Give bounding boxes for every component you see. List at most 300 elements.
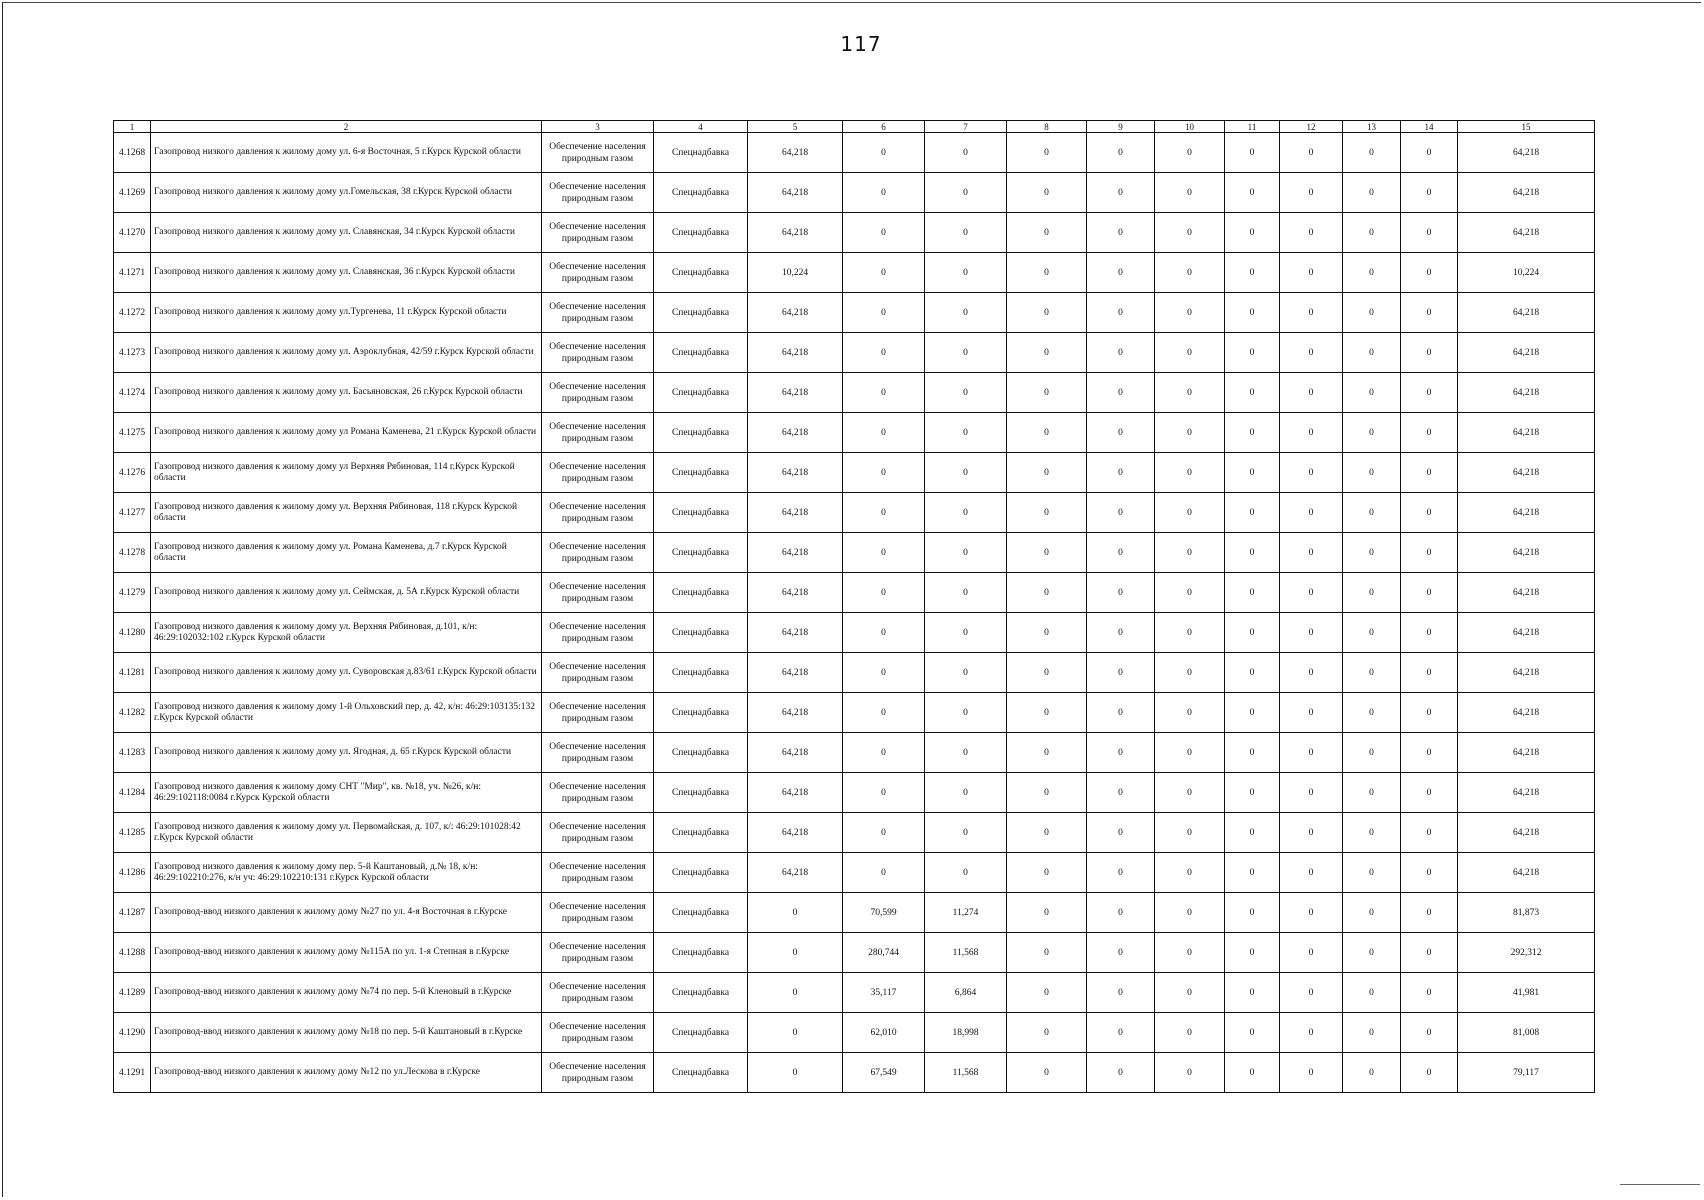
value-cell: 0 bbox=[1343, 893, 1401, 933]
total-cell: 64,218 bbox=[1458, 413, 1595, 453]
object-name-cell: Газопровод низкого давления к жилому дому ул. Ягодная, д. 65 г.Курск Курской области bbox=[151, 733, 542, 773]
value-cell: 0 bbox=[1401, 573, 1458, 613]
total-cell: 64,218 bbox=[1458, 453, 1595, 493]
row-id-cell: 4.1280 bbox=[114, 613, 151, 653]
value-cell: 0 bbox=[1343, 733, 1401, 773]
value-cell: 0 bbox=[1087, 1053, 1155, 1093]
value-cell: 0 bbox=[1225, 133, 1280, 173]
object-name-cell: Газопровод-ввод низкого давления к жилому дому №12 по ул.Лескова в г.Курске bbox=[151, 1053, 542, 1093]
value-cell: 0 bbox=[1225, 933, 1280, 973]
value-cell: 0 bbox=[1280, 653, 1343, 693]
value-cell: 0 bbox=[1155, 253, 1225, 293]
total-cell: 64,218 bbox=[1458, 853, 1595, 893]
object-name-cell: Газопровод низкого давления к жилому дому ул Верхняя Рябиновая, 114 г.Курск Курской области bbox=[151, 453, 542, 493]
purpose-cell: Обеспечение населения природным газом bbox=[542, 1013, 654, 1053]
funding-source-cell: Спецнадбавка bbox=[654, 173, 748, 213]
value-cell: 0 bbox=[1155, 813, 1225, 853]
value-cell: 0 bbox=[1280, 213, 1343, 253]
value-cell: 0 bbox=[1155, 613, 1225, 653]
value-cell: 0 bbox=[843, 453, 925, 493]
value-cell: 0 bbox=[843, 133, 925, 173]
total-cell: 64,218 bbox=[1458, 813, 1595, 853]
purpose-cell: Обеспечение населения природным газом bbox=[542, 533, 654, 573]
value-cell: 0 bbox=[1087, 373, 1155, 413]
total-cell: 292,312 bbox=[1458, 933, 1595, 973]
value-cell: 0 bbox=[1087, 693, 1155, 733]
page-number: 117 bbox=[840, 32, 882, 56]
value-cell: 0 bbox=[1280, 933, 1343, 973]
object-name-cell: Газопровод низкого давления к жилому дому ул. Славянская, 36 г.Курск Курской области bbox=[151, 253, 542, 293]
value-cell: 0 bbox=[1343, 453, 1401, 493]
purpose-cell: Обеспечение населения природным газом bbox=[542, 813, 654, 853]
funding-source-cell: Спецнадбавка bbox=[654, 693, 748, 733]
table-row bbox=[114, 1013, 1595, 1053]
purpose-cell: Обеспечение населения природным газом bbox=[542, 973, 654, 1013]
value-cell: 0 bbox=[1225, 573, 1280, 613]
row-id-cell: 4.1273 bbox=[114, 333, 151, 373]
value-cell: 0 bbox=[1225, 293, 1280, 333]
value-cell: 0 bbox=[1280, 1053, 1343, 1093]
row-id-cell: 4.1269 bbox=[114, 173, 151, 213]
row-id-cell: 4.1284 bbox=[114, 773, 151, 813]
total-cell: 64,218 bbox=[1458, 693, 1595, 733]
value-cell: 0 bbox=[1007, 493, 1087, 533]
value-cell: 0 bbox=[1280, 613, 1343, 653]
value-cell: 0 bbox=[925, 333, 1007, 373]
funding-source-cell: Спецнадбавка bbox=[654, 933, 748, 973]
table-row bbox=[114, 893, 1595, 933]
value-cell: 0 bbox=[1343, 213, 1401, 253]
total-cell: 81,873 bbox=[1458, 893, 1595, 933]
value-cell: 0 bbox=[1401, 493, 1458, 533]
table-row bbox=[114, 1053, 1595, 1093]
value-cell: 64,218 bbox=[748, 173, 843, 213]
funding-source-cell: Спецнадбавка bbox=[654, 613, 748, 653]
value-cell: 0 bbox=[1007, 693, 1087, 733]
value-cell: 0 bbox=[925, 373, 1007, 413]
column-header: 12 bbox=[1280, 121, 1343, 133]
funding-source-cell: Спецнадбавка bbox=[654, 813, 748, 853]
value-cell: 0 bbox=[843, 253, 925, 293]
table-row bbox=[114, 373, 1595, 413]
object-name-cell: Газопровод низкого давления к жилому дому ул. Верхняя Рябиновая, 118 г.Курск Курской области bbox=[151, 493, 542, 533]
funding-source-cell: Спецнадбавка bbox=[654, 453, 748, 493]
value-cell: 0 bbox=[1343, 413, 1401, 453]
value-cell: 0 bbox=[925, 813, 1007, 853]
value-cell: 0 bbox=[843, 533, 925, 573]
value-cell: 0 bbox=[1343, 773, 1401, 813]
value-cell: 0 bbox=[1401, 773, 1458, 813]
value-cell: 0 bbox=[925, 293, 1007, 333]
value-cell: 0 bbox=[1087, 853, 1155, 893]
value-cell: 64,218 bbox=[748, 293, 843, 333]
value-cell: 0 bbox=[843, 373, 925, 413]
value-cell: 0 bbox=[1155, 493, 1225, 533]
purpose-cell: Обеспечение населения природным газом bbox=[542, 733, 654, 773]
object-name-cell: Газопровод-ввод низкого давления к жилому дому №18 по пер. 5-й Каштановый в г.Курске bbox=[151, 1013, 542, 1053]
value-cell: 0 bbox=[1225, 733, 1280, 773]
row-id-cell: 4.1281 bbox=[114, 653, 151, 693]
object-name-cell: Газопровод-ввод низкого давления к жилому дому №27 по ул. 4-я Восточная в г.Курске bbox=[151, 893, 542, 933]
column-header: 9 bbox=[1087, 121, 1155, 133]
value-cell: 0 bbox=[1280, 573, 1343, 613]
table-row bbox=[114, 653, 1595, 693]
value-cell: 0 bbox=[1155, 653, 1225, 693]
value-cell: 0 bbox=[1225, 213, 1280, 253]
value-cell: 0 bbox=[1280, 453, 1343, 493]
value-cell: 0 bbox=[843, 173, 925, 213]
investment-program-table bbox=[113, 120, 1595, 1093]
value-cell: 0 bbox=[925, 853, 1007, 893]
value-cell: 64,218 bbox=[748, 653, 843, 693]
table-row bbox=[114, 213, 1595, 253]
value-cell: 0 bbox=[1007, 253, 1087, 293]
row-id-cell: 4.1277 bbox=[114, 493, 151, 533]
value-cell: 0 bbox=[1225, 493, 1280, 533]
value-cell: 0 bbox=[1155, 173, 1225, 213]
value-cell: 0 bbox=[1401, 133, 1458, 173]
value-cell: 0 bbox=[925, 253, 1007, 293]
table-row bbox=[114, 733, 1595, 773]
purpose-cell: Обеспечение населения природным газом bbox=[542, 893, 654, 933]
value-cell: 11,274 bbox=[925, 893, 1007, 933]
value-cell: 0 bbox=[1401, 853, 1458, 893]
value-cell: 64,218 bbox=[748, 453, 843, 493]
value-cell: 0 bbox=[843, 853, 925, 893]
row-id-cell: 4.1270 bbox=[114, 213, 151, 253]
value-cell: 0 bbox=[1007, 413, 1087, 453]
total-cell: 64,218 bbox=[1458, 653, 1595, 693]
header-row bbox=[114, 121, 1595, 133]
total-cell: 64,218 bbox=[1458, 573, 1595, 613]
total-cell: 41,981 bbox=[1458, 973, 1595, 1013]
value-cell: 0 bbox=[1401, 973, 1458, 1013]
funding-source-cell: Спецнадбавка bbox=[654, 493, 748, 533]
value-cell: 0 bbox=[1280, 133, 1343, 173]
table-row bbox=[114, 853, 1595, 893]
row-id-cell: 4.1275 bbox=[114, 413, 151, 453]
value-cell: 64,218 bbox=[748, 333, 843, 373]
value-cell: 0 bbox=[1087, 453, 1155, 493]
value-cell: 0 bbox=[1087, 973, 1155, 1013]
column-header: 10 bbox=[1155, 121, 1225, 133]
total-cell: 64,218 bbox=[1458, 733, 1595, 773]
value-cell: 0 bbox=[1280, 373, 1343, 413]
purpose-cell: Обеспечение населения природным газом bbox=[542, 213, 654, 253]
value-cell: 0 bbox=[1225, 1013, 1280, 1053]
value-cell: 0 bbox=[1401, 813, 1458, 853]
value-cell: 64,218 bbox=[748, 733, 843, 773]
value-cell: 0 bbox=[1155, 333, 1225, 373]
value-cell: 0 bbox=[1401, 373, 1458, 413]
value-cell: 0 bbox=[1401, 1053, 1458, 1093]
value-cell: 0 bbox=[1280, 893, 1343, 933]
value-cell: 0 bbox=[1343, 813, 1401, 853]
value-cell: 0 bbox=[843, 613, 925, 653]
table-row bbox=[114, 453, 1595, 493]
value-cell: 64,218 bbox=[748, 693, 843, 733]
value-cell: 0 bbox=[748, 973, 843, 1013]
value-cell: 0 bbox=[1225, 253, 1280, 293]
column-header: 3 bbox=[542, 121, 654, 133]
value-cell: 0 bbox=[1225, 773, 1280, 813]
value-cell: 0 bbox=[1155, 133, 1225, 173]
value-cell: 0 bbox=[1155, 413, 1225, 453]
purpose-cell: Обеспечение населения природным газом bbox=[542, 453, 654, 493]
funding-source-cell: Спецнадбавка bbox=[654, 773, 748, 813]
value-cell: 0 bbox=[1087, 733, 1155, 773]
object-name-cell: Газопровод низкого давления к жилому дому СНТ "Мир", кв. №18, уч. №26, к/н: 46:29:102118:0084 г.Курск Курской области bbox=[151, 773, 542, 813]
purpose-cell: Обеспечение населения природным газом bbox=[542, 853, 654, 893]
value-cell: 0 bbox=[1087, 493, 1155, 533]
scan-mark bbox=[1620, 1184, 1700, 1185]
value-cell: 0 bbox=[1087, 533, 1155, 573]
row-id-cell: 4.1279 bbox=[114, 573, 151, 613]
funding-source-cell: Спецнадбавка bbox=[654, 533, 748, 573]
column-header: 8 bbox=[1007, 121, 1087, 133]
row-id-cell: 4.1268 bbox=[114, 133, 151, 173]
value-cell: 0 bbox=[1087, 893, 1155, 933]
value-cell: 64,218 bbox=[748, 493, 843, 533]
purpose-cell: Обеспечение населения природным газом bbox=[542, 413, 654, 453]
value-cell: 35,117 bbox=[843, 973, 925, 1013]
funding-source-cell: Спецнадбавка bbox=[654, 293, 748, 333]
value-cell: 0 bbox=[1007, 173, 1087, 213]
value-cell: 64,218 bbox=[748, 813, 843, 853]
value-cell: 10,224 bbox=[748, 253, 843, 293]
row-id-cell: 4.1291 bbox=[114, 1053, 151, 1093]
row-id-cell: 4.1283 bbox=[114, 733, 151, 773]
value-cell: 0 bbox=[1087, 173, 1155, 213]
total-cell: 64,218 bbox=[1458, 173, 1595, 213]
table-row bbox=[114, 613, 1595, 653]
value-cell: 70,599 bbox=[843, 893, 925, 933]
value-cell: 11,568 bbox=[925, 1053, 1007, 1093]
purpose-cell: Обеспечение населения природным газом bbox=[542, 493, 654, 533]
value-cell: 0 bbox=[1280, 1013, 1343, 1053]
value-cell: 0 bbox=[748, 1013, 843, 1053]
value-cell: 0 bbox=[1225, 693, 1280, 733]
funding-source-cell: Спецнадбавка bbox=[654, 213, 748, 253]
value-cell: 0 bbox=[1401, 533, 1458, 573]
value-cell: 0 bbox=[1225, 853, 1280, 893]
funding-source-cell: Спецнадбавка bbox=[654, 373, 748, 413]
value-cell: 0 bbox=[925, 133, 1007, 173]
value-cell: 0 bbox=[1343, 493, 1401, 533]
value-cell: 0 bbox=[925, 533, 1007, 573]
purpose-cell: Обеспечение населения природным газом bbox=[542, 293, 654, 333]
object-name-cell: Газопровод низкого давления к жилому дому ул. Верхняя Рябиновая, д.101, к/н: 46:29:102032:102 г.Курск Курской области bbox=[151, 613, 542, 653]
value-cell: 0 bbox=[1225, 533, 1280, 573]
value-cell: 0 bbox=[1007, 893, 1087, 933]
value-cell: 0 bbox=[843, 653, 925, 693]
value-cell: 0 bbox=[1343, 173, 1401, 213]
value-cell: 0 bbox=[1087, 213, 1155, 253]
value-cell: 0 bbox=[1401, 613, 1458, 653]
value-cell: 0 bbox=[843, 573, 925, 613]
value-cell: 0 bbox=[1155, 453, 1225, 493]
total-cell: 64,218 bbox=[1458, 133, 1595, 173]
value-cell: 64,218 bbox=[748, 853, 843, 893]
funding-source-cell: Спецнадбавка bbox=[654, 973, 748, 1013]
value-cell: 0 bbox=[1343, 133, 1401, 173]
column-header: 6 bbox=[843, 121, 925, 133]
object-name-cell: Газопровод низкого давления к жилому дому ул.Тургенева, 11 г.Курск Курской области bbox=[151, 293, 542, 333]
value-cell: 0 bbox=[925, 573, 1007, 613]
value-cell: 0 bbox=[1280, 853, 1343, 893]
value-cell: 64,218 bbox=[748, 613, 843, 653]
table-row bbox=[114, 493, 1595, 533]
purpose-cell: Обеспечение населения природным газом bbox=[542, 933, 654, 973]
column-header: 11 bbox=[1225, 121, 1280, 133]
value-cell: 0 bbox=[843, 733, 925, 773]
object-name-cell: Газопровод низкого давления к жилому дому 1-й Ольховский пер, д. 42, к/н: 46:29:103135:132 г.Курск Курской области bbox=[151, 693, 542, 733]
object-name-cell: Газопровод низкого давления к жилому дому ул. Суворовская д.83/61 г.Курск Курской области bbox=[151, 653, 542, 693]
value-cell: 0 bbox=[1280, 973, 1343, 1013]
value-cell: 0 bbox=[1155, 533, 1225, 573]
value-cell: 0 bbox=[1343, 293, 1401, 333]
purpose-cell: Обеспечение населения природным газом bbox=[542, 133, 654, 173]
total-cell: 64,218 bbox=[1458, 213, 1595, 253]
purpose-cell: Обеспечение населения природным газом bbox=[542, 253, 654, 293]
value-cell: 0 bbox=[1280, 813, 1343, 853]
value-cell: 0 bbox=[1343, 933, 1401, 973]
column-header: 4 bbox=[654, 121, 748, 133]
value-cell: 0 bbox=[1007, 293, 1087, 333]
value-cell: 0 bbox=[1155, 733, 1225, 773]
total-cell: 64,218 bbox=[1458, 613, 1595, 653]
value-cell: 0 bbox=[1401, 333, 1458, 373]
column-header: 14 bbox=[1401, 121, 1458, 133]
value-cell: 62,010 bbox=[843, 1013, 925, 1053]
value-cell: 0 bbox=[1087, 653, 1155, 693]
value-cell: 0 bbox=[1401, 413, 1458, 453]
value-cell: 0 bbox=[1087, 933, 1155, 973]
value-cell: 0 bbox=[925, 493, 1007, 533]
object-name-cell: Газопровод низкого давления к жилому дому ул. Сеймская, д. 5А г.Курск Курской области bbox=[151, 573, 542, 613]
row-id-cell: 4.1274 bbox=[114, 373, 151, 413]
value-cell: 0 bbox=[1007, 613, 1087, 653]
value-cell: 0 bbox=[1155, 773, 1225, 813]
value-cell: 0 bbox=[843, 493, 925, 533]
value-cell: 0 bbox=[1155, 853, 1225, 893]
value-cell: 0 bbox=[1343, 1053, 1401, 1093]
value-cell: 64,218 bbox=[748, 573, 843, 613]
row-id-cell: 4.1278 bbox=[114, 533, 151, 573]
value-cell: 0 bbox=[1087, 613, 1155, 653]
value-cell: 0 bbox=[1280, 173, 1343, 213]
value-cell: 0 bbox=[1343, 333, 1401, 373]
row-id-cell: 4.1289 bbox=[114, 973, 151, 1013]
value-cell: 0 bbox=[1155, 373, 1225, 413]
purpose-cell: Обеспечение населения природным газом bbox=[542, 773, 654, 813]
value-cell: 0 bbox=[1087, 813, 1155, 853]
value-cell: 0 bbox=[1087, 133, 1155, 173]
purpose-cell: Обеспечение населения природным газом bbox=[542, 333, 654, 373]
purpose-cell: Обеспечение населения природным газом bbox=[542, 693, 654, 733]
total-cell: 64,218 bbox=[1458, 293, 1595, 333]
purpose-cell: Обеспечение населения природным газом bbox=[542, 173, 654, 213]
value-cell: 64,218 bbox=[748, 213, 843, 253]
value-cell: 0 bbox=[1280, 533, 1343, 573]
value-cell: 0 bbox=[843, 773, 925, 813]
value-cell: 0 bbox=[1155, 213, 1225, 253]
value-cell: 0 bbox=[1401, 1013, 1458, 1053]
table-row bbox=[114, 973, 1595, 1013]
total-cell: 81,008 bbox=[1458, 1013, 1595, 1053]
object-name-cell: Газопровод низкого давления к жилому дому ул. 6-я Восточная, 5 г.Курск Курской области bbox=[151, 133, 542, 173]
value-cell: 0 bbox=[1343, 853, 1401, 893]
column-header: 15 bbox=[1458, 121, 1595, 133]
value-cell: 0 bbox=[925, 653, 1007, 693]
value-cell: 280,744 bbox=[843, 933, 925, 973]
value-cell: 67,549 bbox=[843, 1053, 925, 1093]
row-id-cell: 4.1271 bbox=[114, 253, 151, 293]
value-cell: 0 bbox=[925, 773, 1007, 813]
table-row bbox=[114, 773, 1595, 813]
total-cell: 79,117 bbox=[1458, 1053, 1595, 1093]
total-cell: 10,224 bbox=[1458, 253, 1595, 293]
object-name-cell: Газопровод-ввод низкого давления к жилому дому №115А по ул. 1-я Степная в г.Курске bbox=[151, 933, 542, 973]
purpose-cell: Обеспечение населения природным газом bbox=[542, 1053, 654, 1093]
table-row bbox=[114, 813, 1595, 853]
value-cell: 0 bbox=[1007, 973, 1087, 1013]
table-row bbox=[114, 173, 1595, 213]
value-cell: 0 bbox=[1007, 853, 1087, 893]
funding-source-cell: Спецнадбавка bbox=[654, 573, 748, 613]
value-cell: 0 bbox=[1155, 573, 1225, 613]
value-cell: 0 bbox=[1007, 573, 1087, 613]
object-name-cell: Газопровод низкого давления к жилому дому ул. Славянская, 34 г.Курск Курской области bbox=[151, 213, 542, 253]
value-cell: 0 bbox=[1401, 453, 1458, 493]
value-cell: 0 bbox=[1087, 253, 1155, 293]
value-cell: 0 bbox=[1280, 413, 1343, 453]
value-cell: 0 bbox=[1225, 413, 1280, 453]
object-name-cell: Газопровод низкого давления к жилому дому ул. Басьяновская, 26 г.Курск Курской области bbox=[151, 373, 542, 413]
value-cell: 0 bbox=[1343, 253, 1401, 293]
value-cell: 0 bbox=[1155, 1013, 1225, 1053]
column-header: 1 bbox=[114, 121, 151, 133]
object-name-cell: Газопровод низкого давления к жилому дому ул. Романа Каменева, д.7 г.Курск Курской области bbox=[151, 533, 542, 573]
value-cell: 0 bbox=[1225, 973, 1280, 1013]
total-cell: 64,218 bbox=[1458, 533, 1595, 573]
value-cell: 0 bbox=[843, 413, 925, 453]
total-cell: 64,218 bbox=[1458, 333, 1595, 373]
value-cell: 0 bbox=[1343, 973, 1401, 1013]
table-row bbox=[114, 933, 1595, 973]
value-cell: 0 bbox=[748, 893, 843, 933]
funding-source-cell: Спецнадбавка bbox=[654, 1013, 748, 1053]
value-cell: 0 bbox=[843, 693, 925, 733]
value-cell: 0 bbox=[1225, 1053, 1280, 1093]
value-cell: 0 bbox=[1225, 613, 1280, 653]
value-cell: 0 bbox=[1007, 933, 1087, 973]
value-cell: 0 bbox=[1401, 893, 1458, 933]
value-cell: 0 bbox=[925, 413, 1007, 453]
row-id-cell: 4.1272 bbox=[114, 293, 151, 333]
value-cell: 6,864 bbox=[925, 973, 1007, 1013]
value-cell: 0 bbox=[1007, 133, 1087, 173]
value-cell: 0 bbox=[925, 453, 1007, 493]
value-cell: 0 bbox=[1401, 733, 1458, 773]
row-id-cell: 4.1290 bbox=[114, 1013, 151, 1053]
value-cell: 0 bbox=[748, 933, 843, 973]
funding-source-cell: Спецнадбавка bbox=[654, 333, 748, 373]
value-cell: 64,218 bbox=[748, 413, 843, 453]
value-cell: 0 bbox=[1401, 173, 1458, 213]
funding-source-cell: Спецнадбавка bbox=[654, 133, 748, 173]
object-name-cell: Газопровод низкого давления к жилому дому ул. Аэроклубная, 42/59 г.Курск Курской области bbox=[151, 333, 542, 373]
